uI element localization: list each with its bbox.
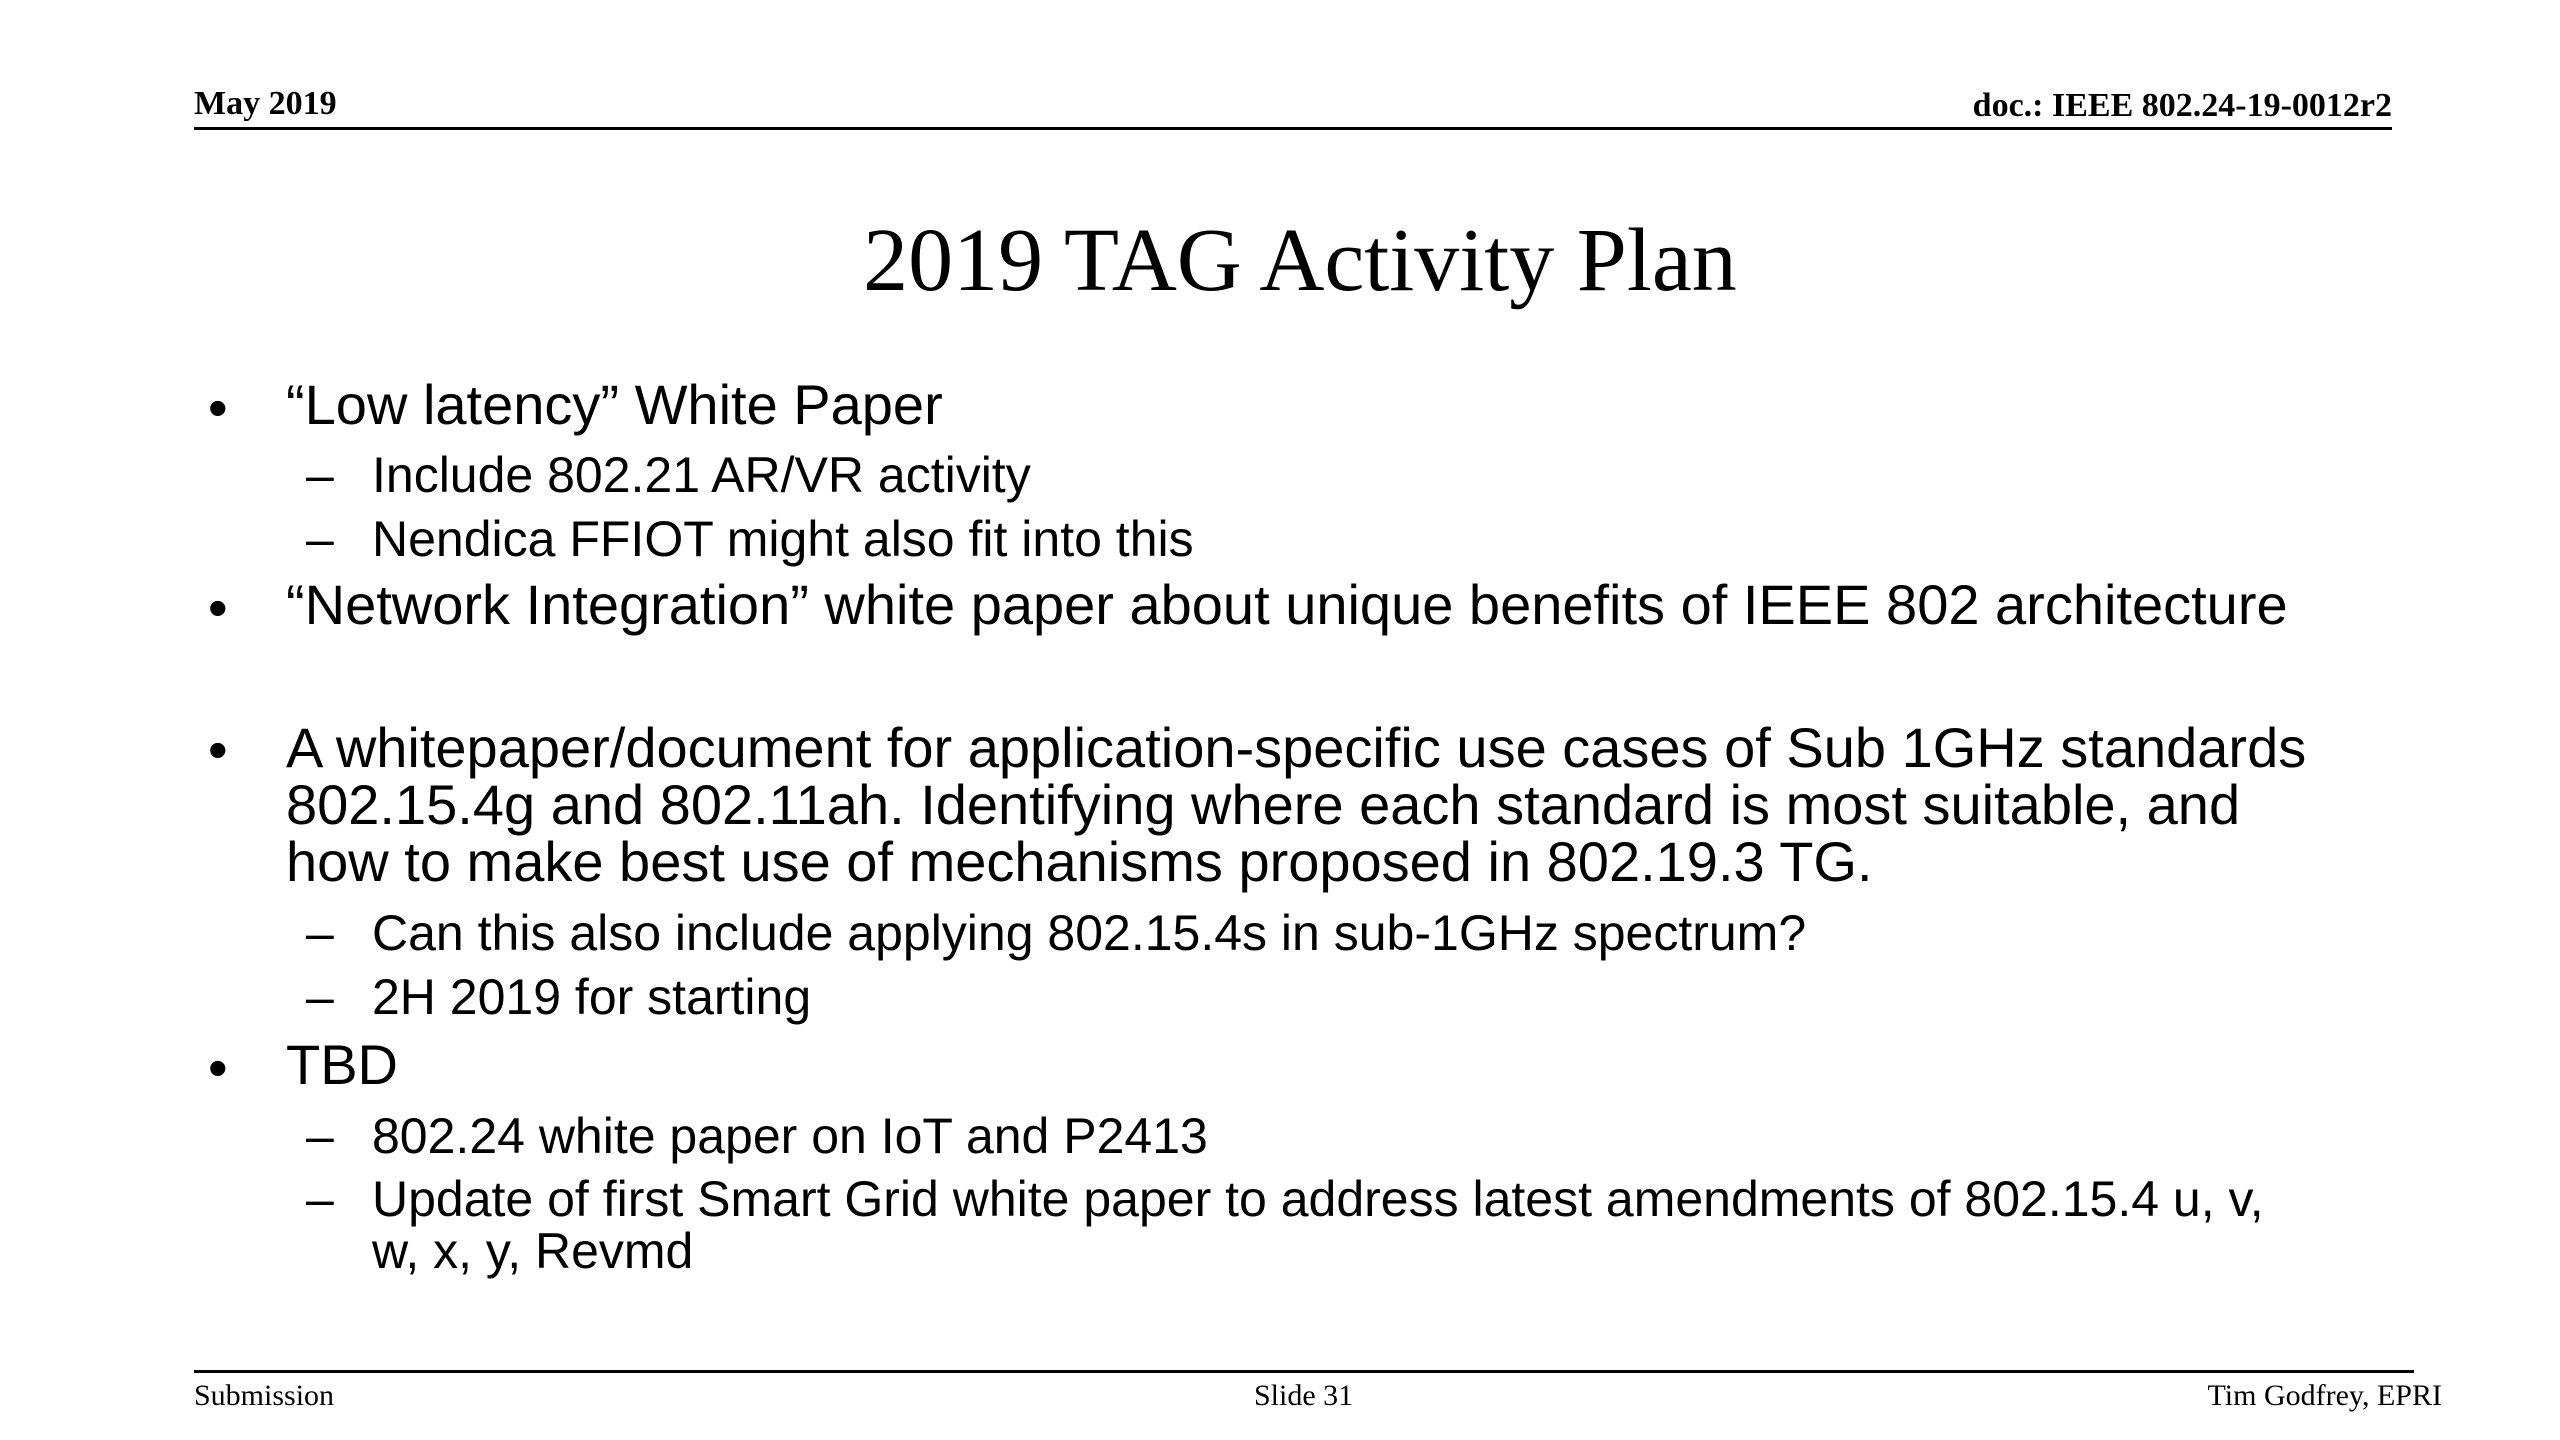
sub-bullet-marker: – (306, 1171, 334, 1227)
bullet-sub1ghz-line-1: A whitepaper/document for application-specific use cases of Sub 1GHz standards (286, 716, 2307, 779)
footer-submission: Submission (194, 1379, 335, 1412)
footer-divider (194, 1370, 2414, 1373)
bullet-sub1ghz-line-2: 802.15.4g and 802.11ah. Identifying where each standard is most suitable, and (286, 773, 2241, 836)
bullet-tbd: TBD (286, 1033, 398, 1096)
sub-bullet-marker: – (306, 969, 334, 1025)
sub-bullet-marker: – (306, 905, 334, 961)
bullet-marker: • (208, 576, 228, 639)
footer-author: Tim Godfrey, EPRI (2207, 1379, 2442, 1412)
header-date: May 2019 (194, 85, 337, 122)
slide-title: 2019 TAG Activity Plan (863, 211, 1737, 310)
sub-bullet-smart-grid-line-2: w, x, y, Revmd (372, 1223, 694, 1279)
bullet-marker: • (208, 1036, 228, 1099)
bullet-sub1ghz-line-3: how to make best use of mechanisms proposed in 802.19.3 TG. (286, 830, 1873, 893)
sub-bullet-2h-2019: 2H 2019 for starting (372, 969, 812, 1025)
sub-bullet-802-15-4s: Can this also include applying 802.15.4s in sub-1GHz spectrum? (372, 905, 1807, 961)
bullet-low-latency: “Low latency” White Paper (286, 373, 943, 436)
sub-bullet-marker: – (306, 447, 334, 503)
sub-bullet-marker: – (306, 511, 334, 567)
sub-bullet-marker: – (306, 1108, 334, 1164)
sub-bullet-iot-p2413: 802.24 white paper on IoT and P2413 (372, 1108, 1208, 1164)
sub-bullet-ar-vr: Include 802.21 AR/VR activity (372, 447, 1031, 503)
bullet-marker: • (208, 376, 228, 439)
bullet-marker: • (208, 718, 228, 781)
sub-bullet-smart-grid-line-1: Update of first Smart Grid white paper to address latest amendments of 802.15.4 u, v, (372, 1171, 2264, 1227)
bullet-network-integration: “Network Integration” white paper about unique benefits of IEEE 802 architecture (286, 573, 2288, 636)
sub-bullet-nendica: Nendica FFIOT might also fit into this (372, 511, 1194, 567)
header-doc-id: doc.: IEEE 802.24-19-0012r2 (1972, 87, 2392, 124)
footer-slide-number: Slide 31 (1254, 1379, 1354, 1412)
